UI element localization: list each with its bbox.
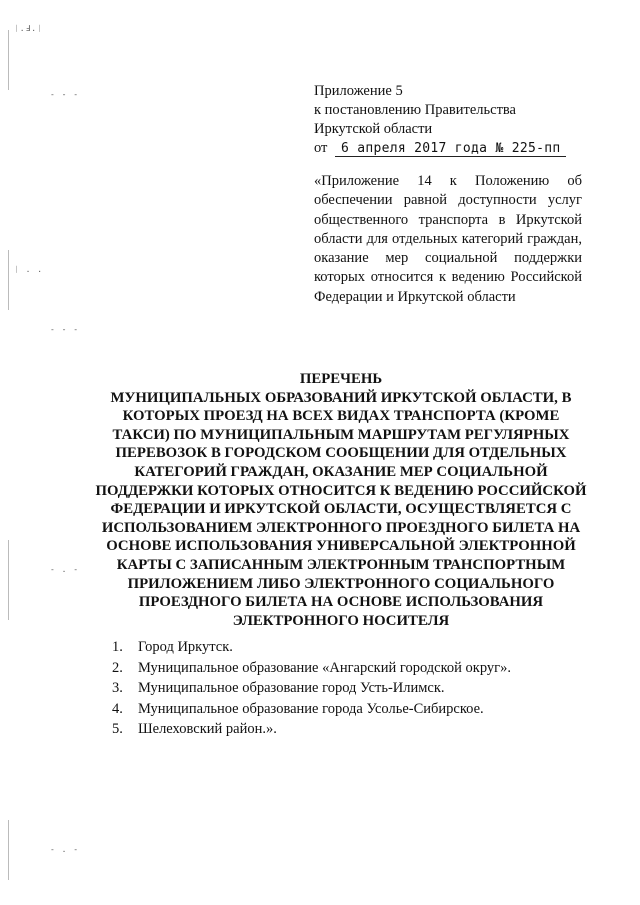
list-item-text: Шелеховский район.». — [138, 721, 277, 738]
appendix-note — [314, 172, 582, 307]
margin-mark: ᛁ.Ⅎ.ᛁ — [14, 24, 43, 33]
margin-line — [8, 540, 9, 620]
document-title — [90, 370, 592, 630]
title-line: ЭЛЕКТРОННОГО НОСИТЕЛЯ — [232, 612, 450, 629]
list-item-number: 1. — [112, 639, 123, 655]
date-prefix: от — [314, 140, 328, 156]
title-line: КАТЕГОРИЙ ГРАЖДАН, ОКАЗАНИЕ МЕР СОЦИАЛЬНОЙ — [134, 463, 548, 480]
list-item-number: 2. — [112, 659, 123, 676]
list-item — [112, 658, 582, 679]
list-item-text: Муниципальное образование «Ангарский городской округ». — [138, 659, 511, 676]
list-item-text: Город Иркутск. — [138, 639, 233, 655]
government-word: Правительства — [424, 102, 516, 118]
resolution-word-k: к — [314, 102, 322, 118]
region-name: Иркутской области — [314, 121, 433, 137]
title-line: ОСНОВЕ ИСПОЛЬЗОВАНИЯ УНИВЕРСАЛЬНОЙ ЭЛЕКТРОННОЙ — [106, 538, 576, 555]
margin-scan-marks — [0, 0, 80, 905]
margin-line — [8, 250, 9, 310]
title-line: ПЕРЕЧЕНЬ — [299, 371, 383, 387]
resolution-reference — [314, 101, 582, 120]
list-item-number: 4. — [112, 700, 123, 717]
list-item — [112, 678, 582, 699]
margin-mark: - - - — [50, 325, 80, 334]
margin-mark: - - - — [50, 90, 80, 99]
title-line: ПРОЕЗДНОГО БИЛЕТА НА ОСНОВЕ ИСПОЛЬЗОВАНИЯ — [138, 594, 544, 611]
resolution-date: 6 апреля 2017 года № 225-пп — [335, 141, 566, 157]
list-item-number: 3. — [112, 680, 123, 697]
title-line: ИСПОЛЬЗОВАНИЕМ ЭЛЕКТРОННОГО ПРОЕЗДНОГО БИЛЕТА НА — [101, 519, 581, 536]
list-item-text: Муниципальное образование город Усть-Илимск. — [138, 680, 445, 697]
list-item — [112, 637, 582, 658]
appendix-number: Приложение 5 — [314, 83, 403, 99]
margin-line — [8, 820, 9, 880]
margin-mark: ᛁ . . — [14, 265, 44, 274]
list-item-text: Муниципальное образование города Усолье-Сибирское. — [138, 700, 484, 717]
title-line: КОТОРЫХ ПРОЕЗД НА ВСЕХ ВИДАХ ТРАНСПОРТА (КРОМЕ — [122, 408, 560, 425]
title-line: МУНИЦИПАЛЬНЫХ ОБРАЗОВАНИЙ ИРКУТСКОЙ ОБЛАСТИ, В — [110, 389, 572, 406]
resolution-date-row — [314, 139, 582, 158]
appendix-note-text: «Приложение 14 к Положению об обеспечении равной доступности услуг общественного транспорта в Иркутской области для отдельных категорий граждан, оказание мер социальной поддержки которых относится к ведению Российской Федерации и Иркутской области — [314, 173, 582, 305]
title-line: ПРИЛОЖЕНИЕМ ЛИБО ЭЛЕКТРОННОГО СОЦИАЛЬНОГО — [127, 575, 555, 592]
list-item — [112, 699, 582, 720]
title-line: КАРТЫ С ЗАПИСАННЫМ ЭЛЕКТРОННЫМ ТРАНСПОРТНЫМ — [116, 556, 566, 573]
margin-line — [8, 30, 9, 90]
title-line: ФЕДЕРАЦИИ И ИРКУТСКОЙ ОБЛАСТИ, ОСУЩЕСТВЛЯЕТСЯ С — [110, 501, 572, 518]
title-line: ТАКСИ) ПО МУНИЦИПАЛЬНЫМ МАРШРУТАМ РЕГУЛЯРНЫХ — [112, 426, 570, 443]
municipality-list — [112, 637, 582, 740]
margin-mark: - . - — [50, 565, 80, 574]
approval-block — [314, 82, 582, 158]
title-line: ПОДДЕРЖКИ КОТОРЫХ ОТНОСИТСЯ К ВЕДЕНИЮ РОССИЙСКОЙ — [95, 482, 587, 499]
margin-mark: - . - — [50, 845, 80, 854]
title-line: ПЕРЕВОЗОК В ГОРОДСКОМ СООБЩЕНИИ ДЛЯ ОТДЕЛЬНЫХ — [115, 445, 567, 462]
resolution-word: постановлению — [324, 102, 422, 118]
list-item-number: 5. — [112, 721, 123, 738]
list-item — [112, 719, 582, 740]
